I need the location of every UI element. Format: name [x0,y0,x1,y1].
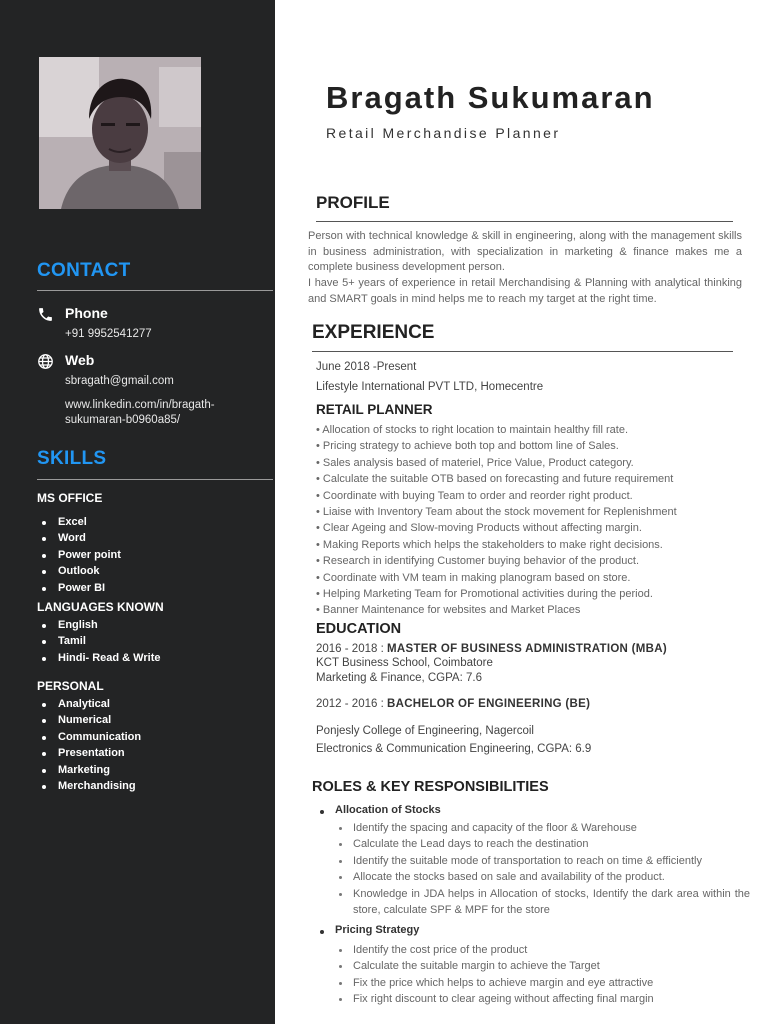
globe-icon [37,353,54,370]
mba-school: KCT Business School, Coimbatore [316,657,493,669]
list-item: • Making Reports which helps the stakeholders to make right decisions. [316,538,663,551]
list-item: Calculate the suitable margin to achieve the Target [338,958,750,974]
linkedin-link[interactable]: www.linkedin.com/in/bragath-sukumaran-b0960a85/ [65,399,215,426]
phone-icon [37,306,54,323]
skills-heading: SKILLS [37,448,107,469]
pricing-list [338,942,750,1008]
list-item: • Allocation of stocks to right location to maintain healthy fill rate. [316,424,629,436]
allocation-list [338,820,750,918]
personal-title: PERSONAL [37,679,104,693]
mba-years: 2016 - 2018 : [316,643,387,655]
profile-heading: PROFILE [316,193,390,212]
be-years: 2012 - 2016 : [316,698,387,710]
list-item: Merchandising [40,778,141,794]
sidebar [0,0,275,1024]
profile-divider [316,221,733,222]
languages-title: LANGUAGES KNOWN [37,600,164,614]
list-item: Identify the spacing and capacity of the floor & Warehouse [338,820,750,836]
roles-group-allocation: Allocation of Stocks [319,804,441,816]
list-item: Hindi- Read & Write [40,650,160,666]
list-item: Analytical [40,696,141,712]
list-item: Word [40,530,121,546]
phone-label: Phone [65,305,108,321]
languages-list [40,617,160,666]
experience-bullets [316,422,677,619]
list-item: • Helping Marketing Team for Promotional activities during the period. [316,587,653,600]
be-degree: BACHELOR OF ENGINEERING (BE) [386,698,591,710]
skills-divider [37,479,273,480]
mba-degree: MASTER OF BUSINESS ADMINISTRATION (MBA) [386,643,668,655]
candidate-title: Retail Merchandise Planner [326,125,561,141]
list-item: Excel [40,514,121,530]
contact-heading: CONTACT [37,260,131,281]
experience-role: RETAIL PLANNER [316,402,433,417]
profile-text: Person with technical knowledge & skill in engineering, along with the management skills in business administration, with specialization in marketing & finance makes me a complete business development person. [308,230,742,273]
web-label: Web [65,352,95,368]
be-line [316,698,590,710]
be-detail: Electronics & Communication Engineering, CGPA: 6.9 [316,743,592,755]
list-item: Identify the cost price of the product [338,942,750,958]
list-item: Calculate the Lead days to reach the destination [338,836,750,852]
contact-divider [37,290,273,291]
roles-group-pricing: Pricing Strategy [319,924,419,936]
education-heading: EDUCATION [316,621,402,637]
ms-office-title: MS OFFICE [37,491,103,505]
list-item: English [40,617,160,633]
experience-company: Lifestyle International PVT LTD, Homecentre [316,381,544,393]
profile-text-2: I have 5+ years of experience in retail Merchandising & Planning with analytical thinking and SMART goals in mind helps me to reach my target at the right time. [308,277,742,305]
list-item: Power BI [40,580,121,596]
list-item: • Calculate the suitable OTB based on forecasting and future requirement [316,473,674,486]
ms-office-list [40,514,121,596]
list-item: Tamil [40,633,160,649]
list-item: • Research in identifying Customer buying behavior of the product. [316,555,640,568]
list-item: • Sales analysis based of materiel, Price Value, Product category. [316,456,634,469]
list-item: Allocate the stocks based on sale and availability of the product. [338,869,750,885]
roles-heading: ROLES & KEY RESPONSIBILITIES [312,779,549,795]
mba-detail: Marketing & Finance, CGPA: 7.6 [316,672,482,684]
list-item: Presentation [40,745,141,761]
list-item: Fix the price which helps to achieve margin and eye attractive [338,975,750,991]
phone-value[interactable]: +91 9952541277 [65,328,152,340]
list-item: • Liaise with Inventory Team about the stock movement for Replenishment [316,505,677,518]
list-item: Marketing [40,762,141,778]
be-school: Ponjesly College of Engineering, Nagercoil [316,725,534,737]
list-item: Knowledge in JDA helps in Allocation of stocks, Identify the dark area within the store, calculate SPF & MPF for the store [338,886,750,919]
list-item: • Pricing strategy to achieve both top and bottom line of Sales. [316,440,619,453]
mba-line [316,643,667,655]
list-item: Identify the suitable mode of transportation to reach on time & efficiently [338,853,750,869]
list-item: Power point [40,547,121,563]
profile-photo [39,57,201,209]
list-item: • Coordinate with VM team in making planogram based on store. [316,571,631,584]
list-item: • Banner Maintenance for websites and Market Places [316,604,581,617]
list-item: Communication [40,729,141,745]
experience-period: June 2018 -Present [316,361,417,373]
candidate-name: Bragath Sukumaran [326,80,655,115]
experience-heading: EXPERIENCE [312,322,435,343]
email-link[interactable]: sbragath@gmail.com [65,375,174,387]
list-item: Fix right discount to clear ageing without affecting final margin [338,991,750,1007]
personal-list [40,696,141,794]
list-item: • Clear Ageing and Slow-moving Products without affecting margin. [316,522,642,535]
experience-divider [312,351,733,352]
list-item: Numerical [40,712,141,728]
list-item: Outlook [40,563,121,579]
list-item: • Coordinate with buying Team to order and reorder right product. [316,489,633,502]
